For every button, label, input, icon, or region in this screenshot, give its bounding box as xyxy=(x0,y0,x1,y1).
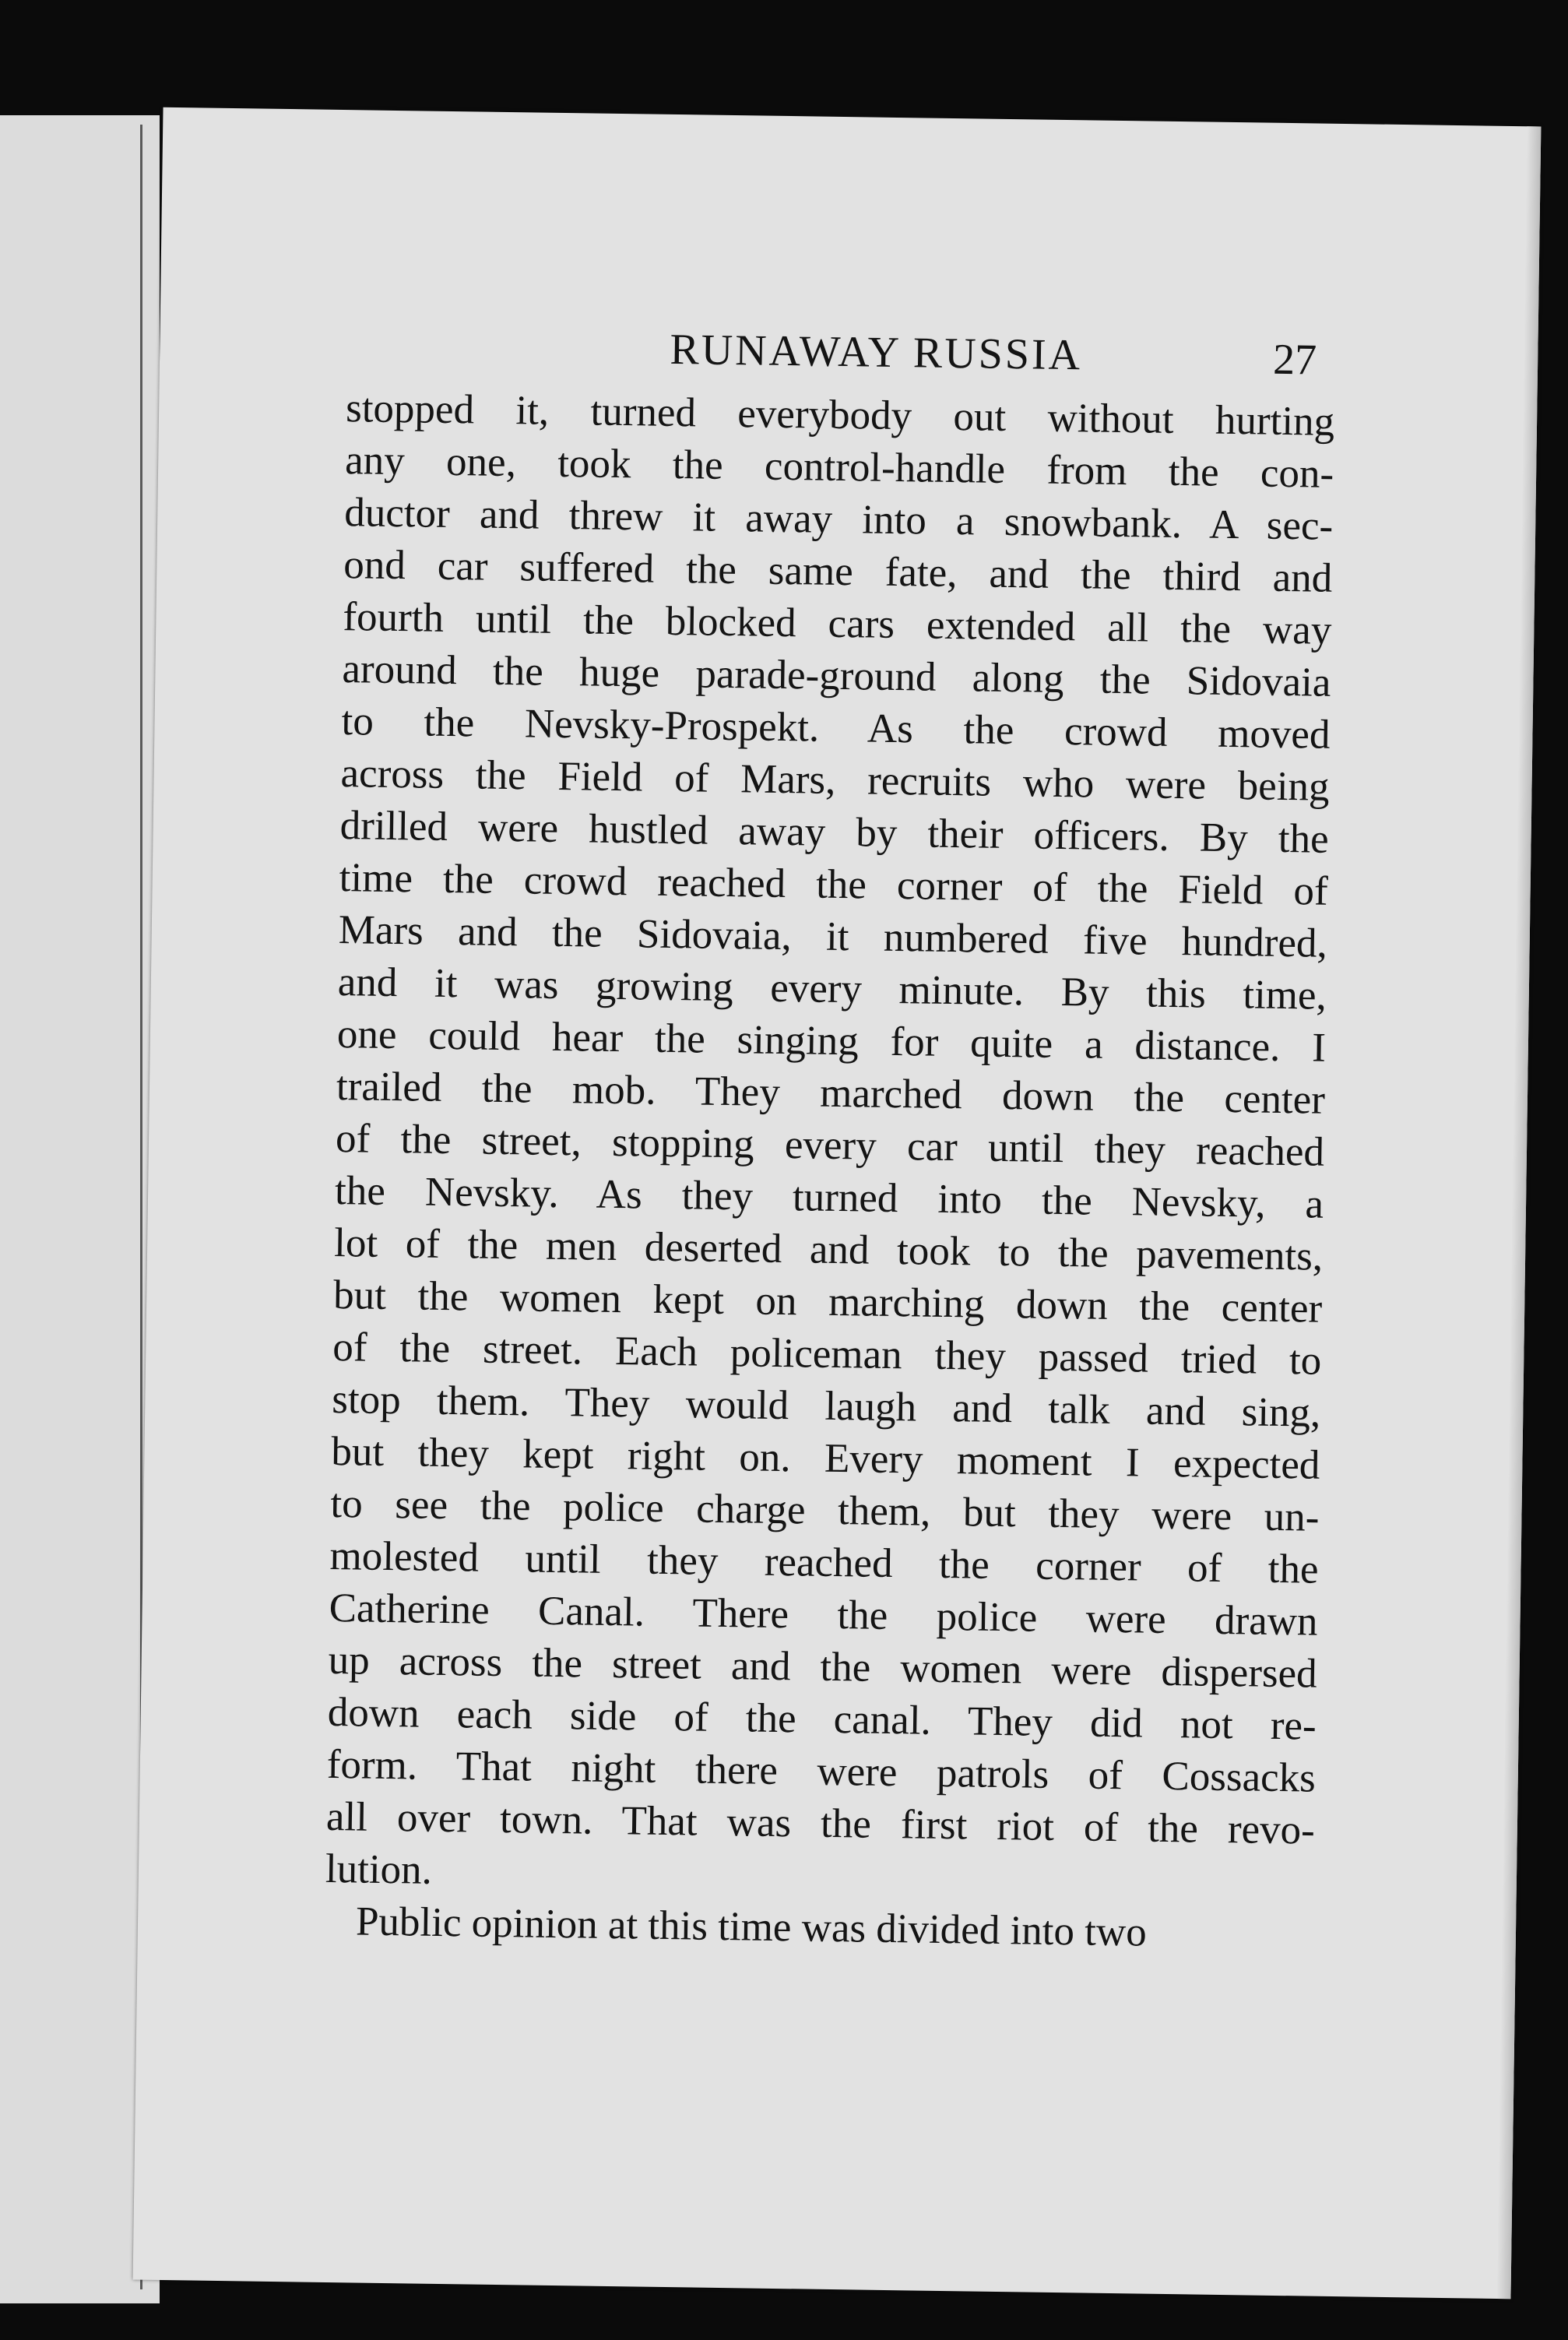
text-line: lution. xyxy=(325,1846,433,1893)
text-line: drilled were hustled away by their officers. By the xyxy=(339,803,1329,862)
text-line: fourth until the blocked cars extended all the way xyxy=(343,594,1332,653)
text-line: of the street, stopping every car until they reached xyxy=(335,1116,1325,1175)
text-line: Mars and the Sidovaia, it numbered five hundred, xyxy=(338,907,1328,966)
running-title: RUNAWAY RUSSIA xyxy=(670,325,1083,380)
text-line: molested until they reached the corner of the xyxy=(329,1532,1319,1592)
text-line: ond car suffered the same fate, and the third and xyxy=(343,542,1333,601)
page-number: 27 xyxy=(1272,335,1317,385)
text-line: stop them. They would laugh and talk and sing, xyxy=(332,1376,1321,1436)
page-edge-shadow xyxy=(1496,126,1541,2299)
text-line: one could hear the singing for quite a distance. I xyxy=(336,1012,1327,1071)
text-line: but they kept right on. Every moment I expected xyxy=(331,1428,1320,1488)
facing-page-edge xyxy=(0,115,160,2303)
text-line: down each side of the canal. They did not re- xyxy=(327,1689,1317,1749)
text-line: of the street. Each policeman they passed tried to xyxy=(332,1324,1322,1384)
text-line: lot of the men deserted and took to the pavements, xyxy=(333,1219,1324,1279)
text-line: Catherine Canal. There the police were drawn xyxy=(329,1585,1318,1645)
body-text xyxy=(325,382,1335,1962)
text-line: and it was growing every minute. By this time, xyxy=(337,959,1327,1019)
paragraph-start-line: Public opinion at this time was divided into two xyxy=(355,1898,1148,1955)
text-line: around the huge parade-ground along the Sidovaia xyxy=(342,646,1331,706)
text-line: any one, took the control-handle from the con- xyxy=(344,438,1334,497)
text-line: across the Field of Mars, recruits who were being xyxy=(340,751,1330,810)
text-line: the Nevsky. As they turned into the Nevsky, a xyxy=(334,1167,1324,1227)
text-line: but the women kept on marching down the center xyxy=(332,1272,1323,1332)
text-line: to the Nevsky-Prospekt. As the crowd moved xyxy=(341,698,1331,758)
text-line: up across the street and the women were dispersed xyxy=(328,1637,1318,1697)
book-page xyxy=(133,107,1542,2299)
text-line: time the crowd reached the corner of the Field of xyxy=(339,855,1329,914)
text-line: stopped it, turned everybody out without hurting xyxy=(345,385,1335,445)
text-line: ductor and threw it away into a snowbank. A sec- xyxy=(343,490,1334,549)
text-line: to see the police charge them, but they were un- xyxy=(330,1480,1320,1540)
text-line: all over town. That was the first riot of the revo- xyxy=(325,1793,1316,1853)
text-line: form. That night there were patrols of Cossacks xyxy=(326,1741,1317,1801)
text-line: trailed the mob. They marched down the center xyxy=(336,1064,1326,1123)
